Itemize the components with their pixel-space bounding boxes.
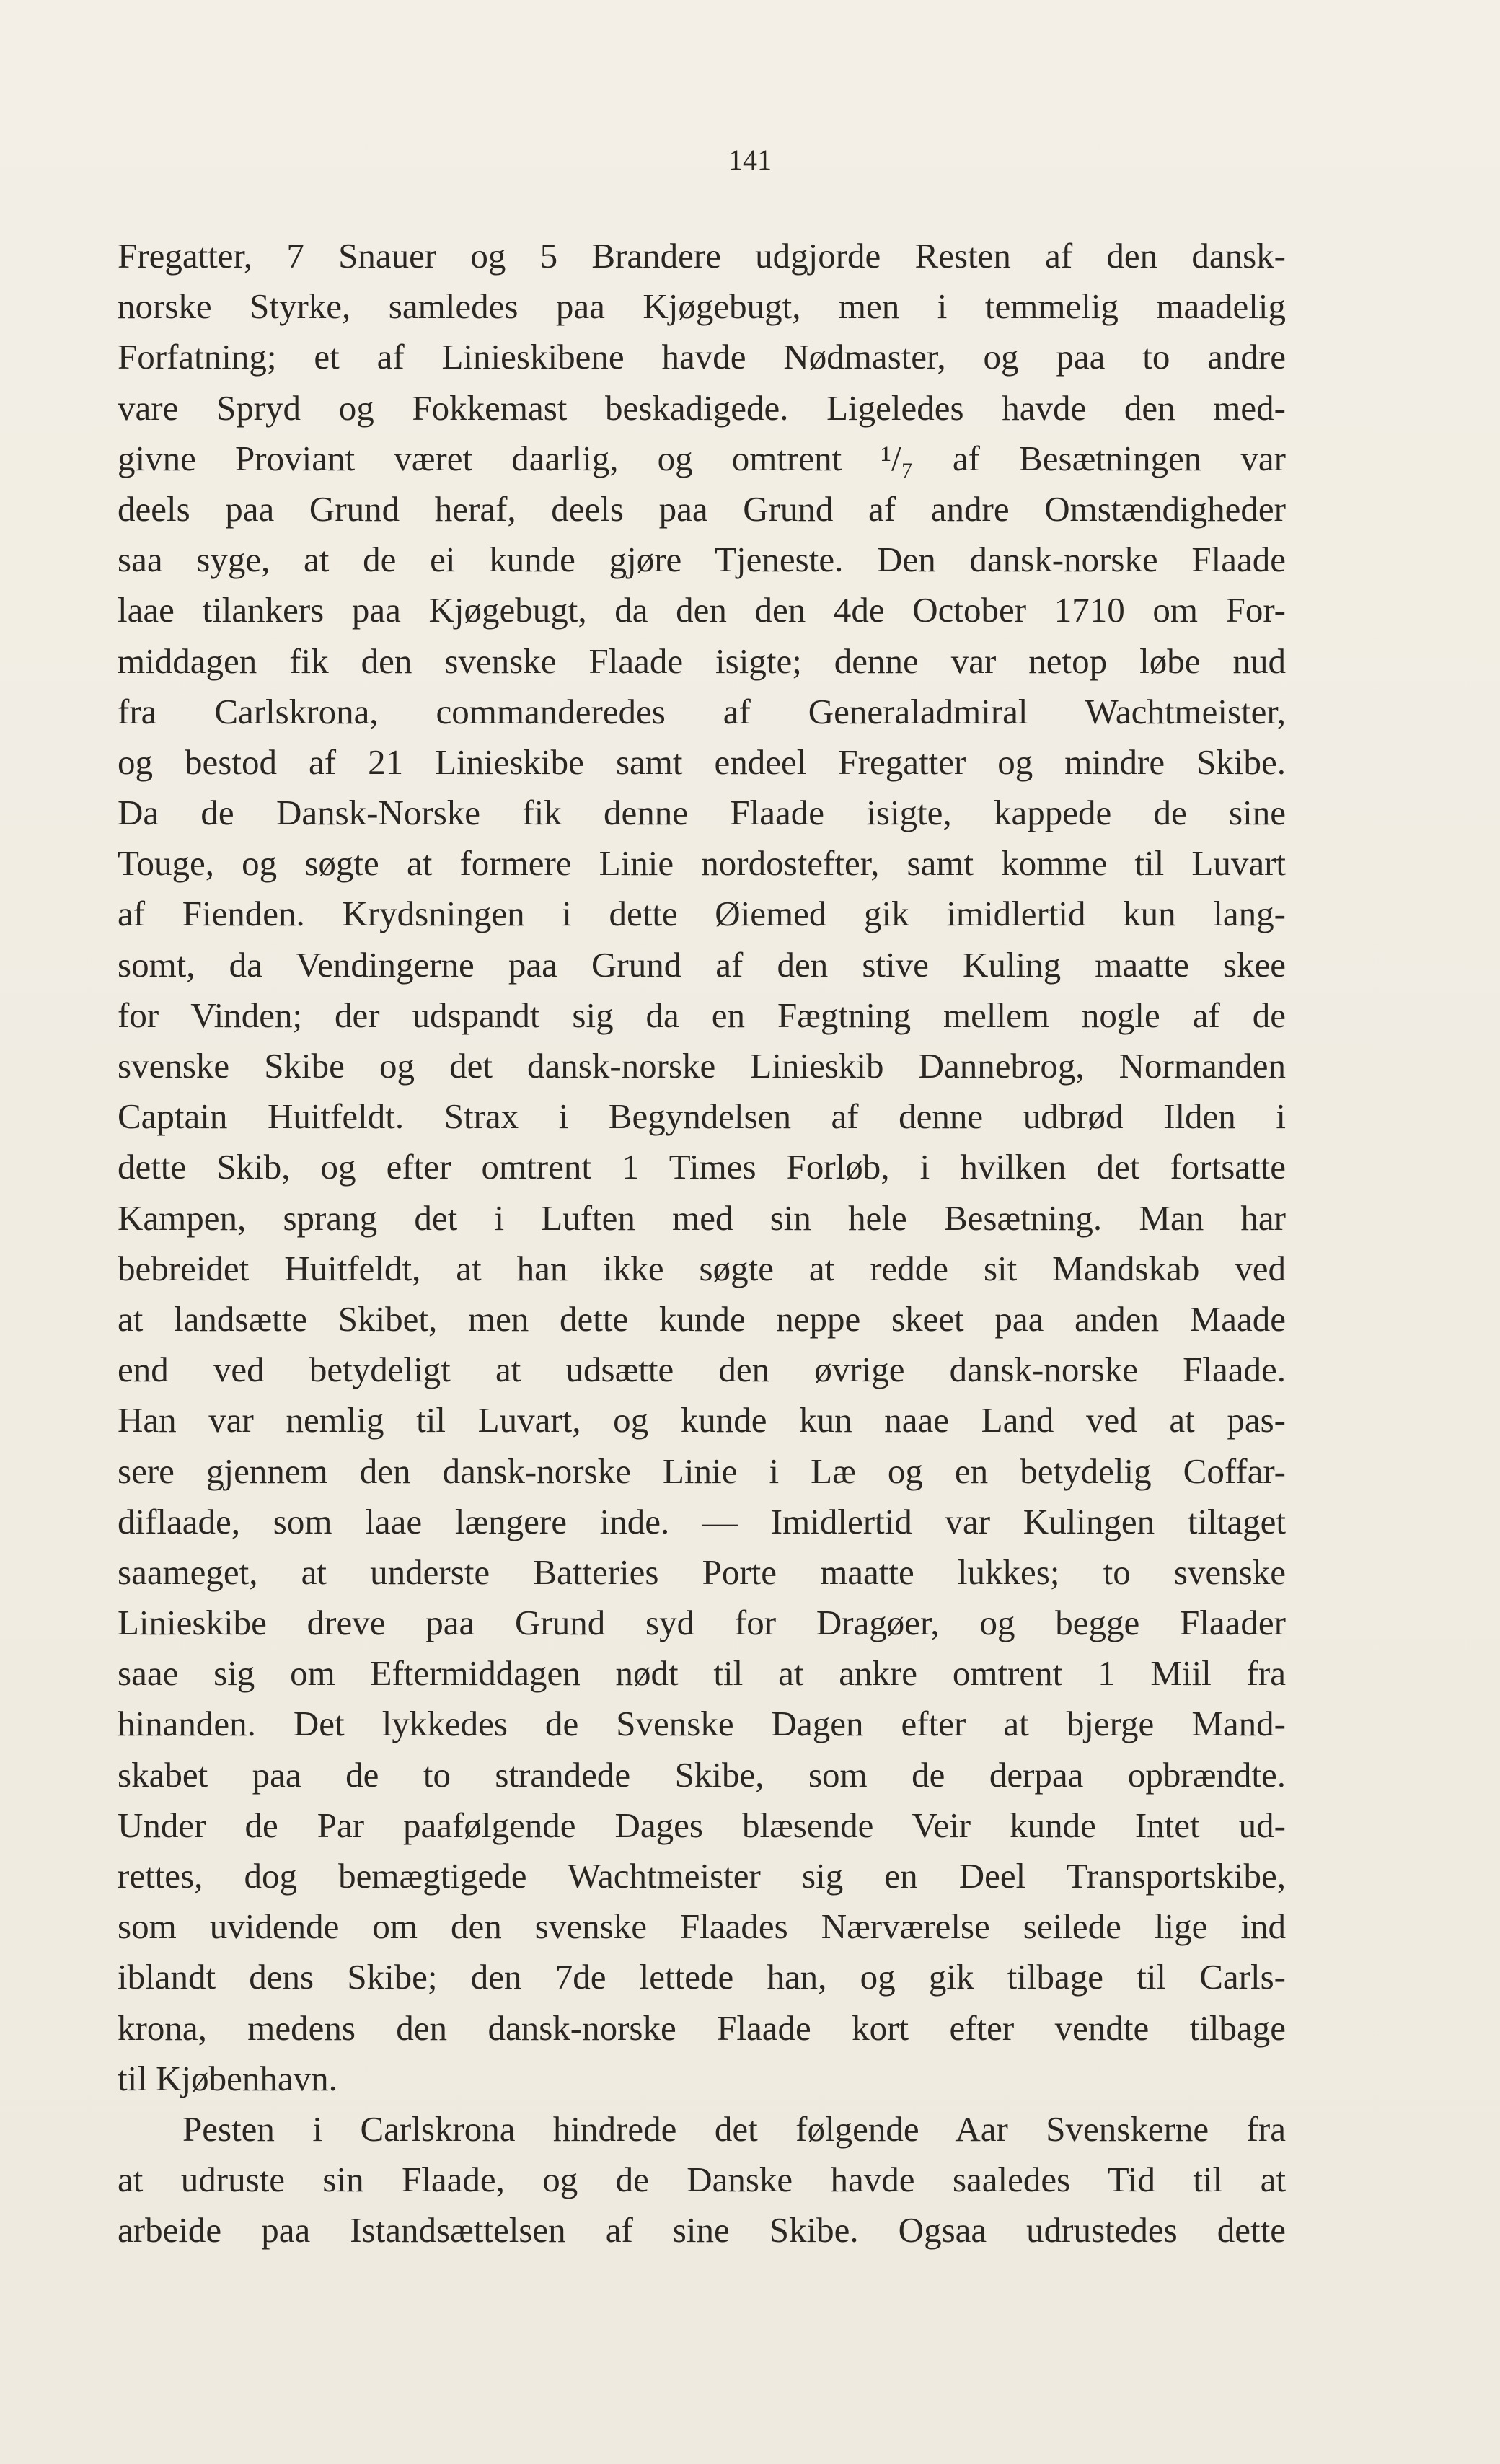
text-line: saameget, at underste Batteries Porte maatte lukkes; to svenske [118,1552,1286,1592]
text-line: Da de Dansk-Norske fik denne Flaade isigte, kappede de sine [118,793,1286,833]
text-line: Forfatning; et af Linieskibene havde Nødmaster, og paa to andre [118,337,1286,377]
text-line: laae tilankers paa Kjøgebugt, da den den 4de October 1710 om For- [118,590,1286,630]
text-line: Fregatter, 7 Snauer og 5 Brandere udgjorde Resten af den dansk- [118,236,1286,276]
text-line: dette Skib, og efter omtrent 1 Times Forløb, i hvilken det fortsatte [118,1147,1286,1187]
text-line: skabet paa de to strandede Skibe, som de derpaa opbrændte. [118,1754,1286,1795]
text-line: vare Spryd og Fokkemast beskadigede. Ligeledes havde den med- [118,387,1286,428]
text-line: saae sig om Eftermiddagen nødt til at ankre omtrent 1 Miil fra [118,1653,1286,1694]
text-line: diflaade, som laae længere inde. — Imidlertid var Kulingen tiltaget [118,1501,1286,1541]
text-line: Kampen, sprang det i Luften med sin hele Besætning. Man har [118,1197,1286,1238]
text-line: til Kjøbenhavn. [118,2058,338,2098]
text-line: end ved betydeligt at udsætte den øvrige dansk-norske Flaade. [118,1350,1286,1390]
text-line: norske Styrke, samledes paa Kjøgebugt, men i temmelig maadelig [118,286,1286,327]
text-line: iblandt dens Skibe; den 7de lettede han, og gik tilbage til Carls- [118,1957,1286,1997]
text-line: saa syge, at de ei kunde gjøre Tjeneste. Den dansk-norske Flaade [118,540,1286,580]
paragraph-first-line: Pesten i Carlskrona hindrede det følgende Aar Svenskerne fra [182,2108,1286,2149]
text-line: at udruste sin Flaade, og de Danske havde saaledes Tid til at [118,2160,1286,2200]
text-line: svenske Skibe og det dansk-norske Linieskib Dannebrog, Normanden [118,1046,1286,1086]
text-line: sere gjennem den dansk-norske Linie i Læ og en betydelig Coffar- [118,1451,1286,1491]
text-line: at landsætte Skibet, men dette kunde neppe skeet paa anden Maade [118,1298,1286,1339]
text-line: Touge, og søgte at formere Linie nordostefter, samt komme til Luvart [118,843,1286,884]
text-line: hinanden. Det lykkedes de Svenske Dagen efter at bjerge Mand- [118,1704,1286,1744]
text-line: som uvidende om den svenske Flaades Nærværelse seilede lige ind [118,1906,1286,1947]
text-line: deels paa Grund heraf, deels paa Grund af andre Omstændigheder [118,488,1286,529]
text-line: givne Proviant været daarlig, og omtrent ¹/₇ af Besætningen var [118,438,1286,478]
text-line: og bestod af 21 Linieskibe samt endeel Fregatter og mindre Skibe. [118,742,1286,782]
body-text [118,231,1286,2256]
text-line: fra Carlskrona, commanderedes af Generaladmiral Wachtmeister, [118,691,1286,731]
text-line: af Fienden. Krydsningen i dette Øiemed gik imidlertid kun lang- [118,894,1286,934]
text-line: somt, da Vendingerne paa Grund af den stive Kuling maatte skee [118,944,1286,985]
text-line: Under de Par paafølgende Dages blæsende Veir kunde Intet ud- [118,1805,1286,1845]
text-line: Captain Huitfeldt. Strax i Begyndelsen af denne udbrød Ilden i [118,1096,1286,1137]
text-line: Han var nemlig til Luvart, og kunde kun naae Land ved at pas- [118,1400,1286,1440]
text-line: Linieskibe dreve paa Grund syd for Dragøer, og begge Flaader [118,1603,1286,1643]
text-line: middagen fik den svenske Flaade isigte; denne var netop løbe nud [118,641,1286,681]
text-line: arbeide paa Istandsættelsen af sine Skibe. Ogsaa udrustedes dette [118,2210,1286,2250]
text-line: rettes, dog bemægtigede Wachtmeister sig en Deel Transportskibe, [118,1856,1286,1896]
text-line: bebreidet Huitfeldt, at han ikke søgte at redde sit Mandskab ved [118,1248,1286,1288]
page-number: 141 [728,144,772,176]
text-line: krona, medens den dansk-norske Flaade kort efter vendte tilbage [118,2007,1286,2048]
text-line: for Vinden; der udspandt sig da en Fægtning mellem nogle af de [118,995,1286,1035]
